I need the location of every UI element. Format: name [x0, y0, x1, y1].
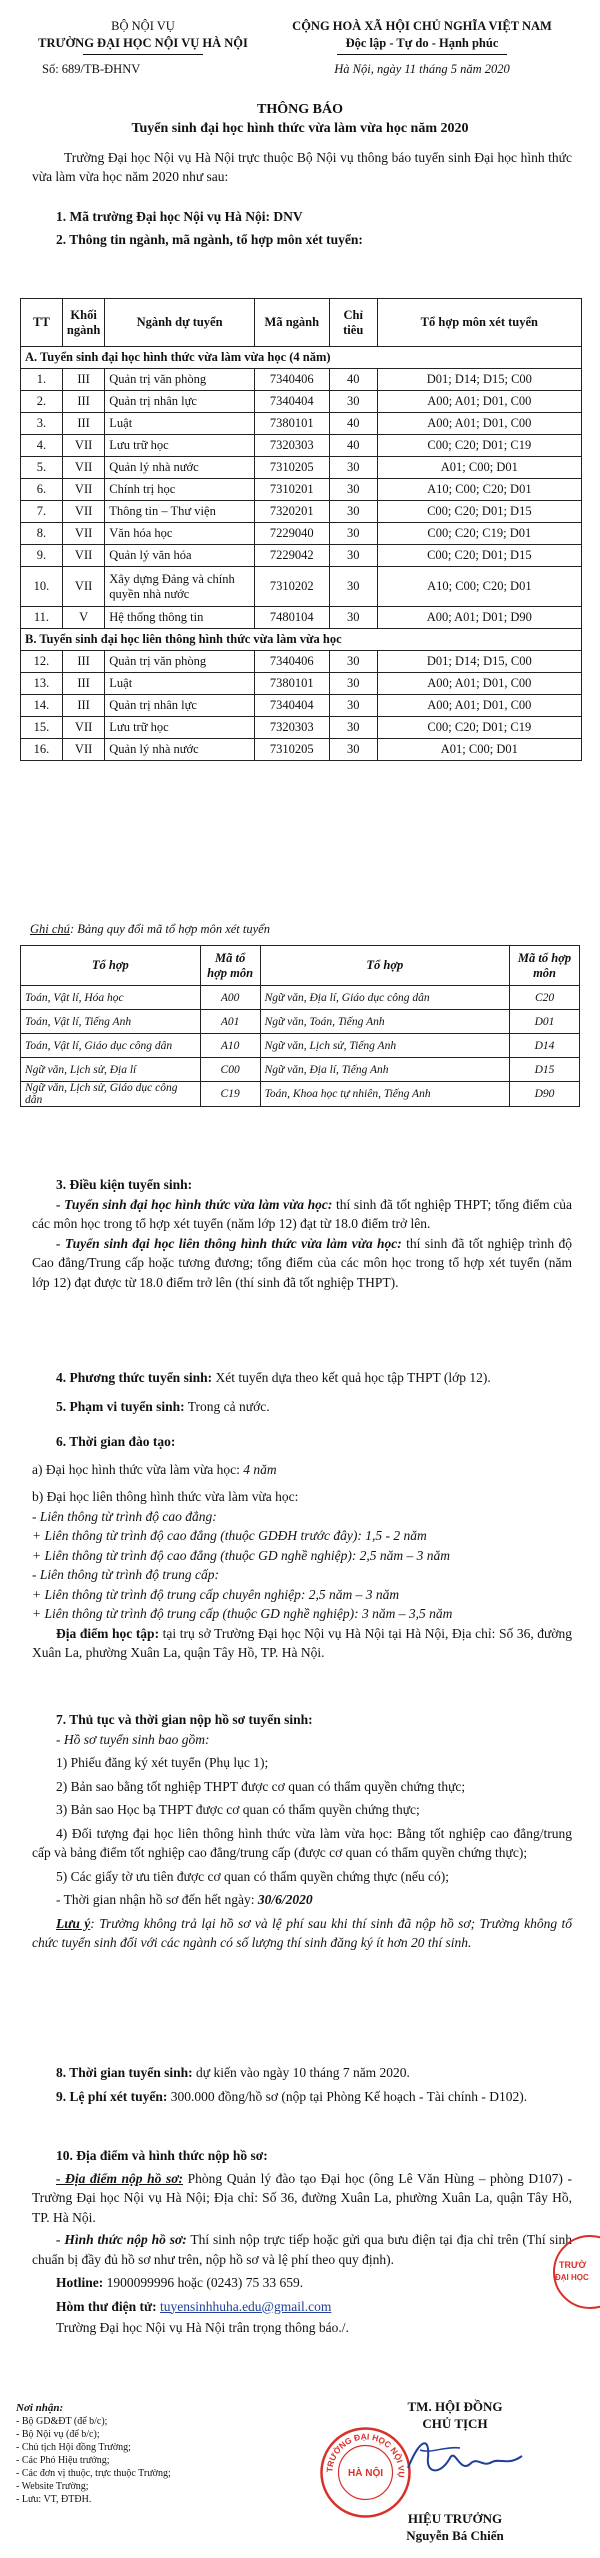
section-3-p1	[32, 1195, 572, 1234]
table-row	[21, 717, 582, 739]
table-cell: Thông tin – Thư viện	[105, 501, 255, 523]
s8-heading: 8. Thời gian tuyển sinh:	[56, 2065, 193, 2080]
section-3	[32, 1175, 572, 1292]
s10-p2	[32, 2230, 572, 2269]
recipients-heading: Nơi nhận:	[16, 2402, 64, 2414]
s10-p1	[32, 2169, 572, 2228]
table-cell: 11.	[21, 607, 63, 629]
conv-cell: Toán, Vật lí, Giáo dục công dân	[21, 1034, 201, 1058]
table-cell: 7320201	[254, 501, 329, 523]
table-cell: 7.	[21, 501, 63, 523]
partial-seal-text1: TRƯỜ	[559, 2260, 587, 2270]
table-row	[21, 523, 582, 545]
table-cell: Lưu trữ học	[105, 717, 255, 739]
handwritten-signature-icon	[400, 2428, 530, 2488]
table-cell: 30	[329, 391, 377, 413]
table-cell: III	[62, 369, 104, 391]
table-row	[21, 413, 582, 435]
table-row	[21, 391, 582, 413]
table-cell: VII	[62, 435, 104, 457]
table-row	[21, 479, 582, 501]
table-cell: 30	[329, 717, 377, 739]
s7-l1: 1) Phiếu đăng ký xét tuyển (Phụ lục 1);	[56, 1755, 269, 1770]
col-header: Mã ngành	[254, 299, 329, 347]
table-cell: 7310205	[254, 457, 329, 479]
hotline-label: Hotline:	[56, 2275, 104, 2290]
col-header: Chỉ tiêu	[329, 299, 377, 347]
table-cell: VII	[62, 739, 104, 761]
university-name: TRƯỜNG ĐẠI HỌC NỘI VỤ HÀ NỘI	[38, 36, 248, 50]
program-table	[20, 298, 582, 761]
recipients-block	[16, 2402, 171, 2506]
section-3-p2	[32, 1234, 572, 1293]
table-cell: 7340406	[254, 369, 329, 391]
table-cell: 1.	[21, 369, 63, 391]
table-cell: 4.	[21, 435, 63, 457]
col-header: Khối ngành	[62, 299, 104, 347]
section-1: 1. Mã trường Đại học Nội vụ Hà Nội: DNV	[56, 209, 303, 224]
table-cell: 10.	[21, 567, 63, 607]
s9-text: 300.000 đồng/hồ sơ (nộp tại Phòng Kế hoạch - Tài chính - D102).	[167, 2088, 528, 2104]
table-cell: 7340404	[254, 695, 329, 717]
conv-cell: A00	[200, 986, 260, 1010]
table-row	[21, 673, 582, 695]
table-cell: Luật	[105, 673, 255, 695]
table-cell: Quản trị văn phòng	[105, 651, 255, 673]
table-cell: D01; D14; D15; C00	[377, 369, 581, 391]
table-cell: 3.	[21, 413, 63, 435]
conv-row	[21, 986, 580, 1010]
doc-title	[0, 100, 600, 138]
s7-l5: 5) Các giấy tờ ưu tiên được cơ quan có thẩm quyền chứng thực (nếu có);	[56, 1868, 449, 1884]
s6-l3: + Liên thông từ trình độ cao đẳng (thuộc GD nghề nghiệp): 2,5 năm – 3 năm	[32, 1547, 451, 1563]
s10-p1-text: Phòng Quản lý đào tạo Đại học (ông Lê Văn Hùng – phòng D107) - Trường Đại học Nội vụ Hà Nội; Địa chỉ: Số 36, đường Xuân La, phường Xuân La, quận Tây Hồ, TP. Hà Nội.	[32, 2170, 572, 2225]
conv-cell: Ngữ văn, Toán, Tiếng Anh	[260, 1010, 509, 1034]
deadline-value: 30/6/2020	[257, 1892, 313, 1907]
s7-l4: 4) Đối tượng đại học liên thông hình thức vừa làm vừa học: Bằng tốt nghiệp cao đẳng/trung cấp và bảng điểm tốt nghiệp cao đẳng/trung cấp (được cơ quan có thẩm quyền chứng thực);	[32, 1825, 572, 1860]
table-cell: VII	[62, 457, 104, 479]
table-cell: C00; C20; C19; D01	[377, 523, 581, 545]
table-cell: 30	[329, 501, 377, 523]
s10-p2-text: Thí sinh nộp trực tiếp hoặc gửi qua bưu điện tại địa chỉ trên (Thí sinh chuẩn bị đầy đủ hồ sơ như trên, nộp hồ sơ và lệ phí theo quy định).	[32, 2232, 572, 2267]
s10-hotline	[32, 2273, 572, 2293]
table-cell: VII	[62, 717, 104, 739]
p1-text: thí sinh đã tốt nghiệp THPT; tổng điểm của các môn học trong tổ hợp xét tuyển (năm lớp 12) đạt từ 18.0 điểm trở lên.	[32, 1196, 572, 1231]
table-cell: III	[62, 413, 104, 435]
group-b-label: B. Tuyển sinh đại học liên thông hình thức vừa làm vừa học	[21, 629, 582, 651]
table-cell: 7229040	[254, 523, 329, 545]
recipient-item: - Chủ tịch Hội đồng Trường;	[16, 2442, 131, 2453]
conv-header-row	[21, 946, 580, 986]
table-cell: Văn hóa học	[105, 523, 255, 545]
conv-row	[21, 1010, 580, 1034]
table-cell: A00; A01; D01, C00	[377, 413, 581, 435]
doc-number: Số: 689/TB-ĐHNV	[42, 62, 141, 76]
table-cell: A00; A01; D01; D90	[377, 607, 581, 629]
table-cell: 30	[329, 523, 377, 545]
conv-cell: A10	[200, 1034, 260, 1058]
table-cell: 7380101	[254, 673, 329, 695]
table-cell: 30	[329, 607, 377, 629]
p2-text: thí sinh đã tốt nghiệp trình độ Cao đẳng/Trung cấp hoặc tương đương; tổng điểm của các môn học trong tổ hợp xét tuyển (năm lớp 12) đạt được từ 18.0 điểm trở lên (thí sinh đã tốt nghiệp THPT).	[32, 1235, 572, 1290]
table-cell: 12.	[21, 651, 63, 673]
conv-row	[21, 1058, 580, 1082]
table-cell: 40	[329, 369, 377, 391]
s10-heading: 10. Địa điểm và hình thức nộp hồ sơ:	[56, 2148, 268, 2163]
s10-p2-label: - Hình thức nộp hồ sơ:	[56, 2232, 187, 2247]
recipient-item: - Các đơn vị thuộc, trực thuộc Trường;	[16, 2468, 171, 2479]
conv-row	[21, 1034, 580, 1058]
conv-cell: Ngữ văn, Địa lí, Giáo dục công dân	[260, 986, 509, 1010]
table-cell: 30	[329, 673, 377, 695]
recipient-item: - Bộ GD&ĐT (để b/c);	[16, 2416, 108, 2427]
table-cell: 7340404	[254, 391, 329, 413]
table-cell: A00; A01; D01, C00	[377, 391, 581, 413]
s9-heading: 9. Lệ phí xét tuyển:	[56, 2088, 168, 2104]
conv-cell: D15	[510, 1058, 580, 1082]
s4-heading: 4. Phương thức tuyển sinh:	[56, 1370, 213, 1385]
note-label: Ghi chú	[30, 922, 70, 936]
section-7	[32, 1710, 572, 1953]
warn-text: : Trường không trả lại hồ sơ và lệ phí sau khi thí sinh đã nộp hồ sơ; Trường không tổ chức tuyển sinh đối với các ngành có số lượng thí sinh đăng ký ít hơn 20 thí sinh.	[32, 1915, 572, 1950]
s6-b: b) Đại học liên thông hình thức vừa làm vừa học:	[32, 1489, 299, 1504]
table-cell: 7310205	[254, 739, 329, 761]
conv-cell: D14	[510, 1034, 580, 1058]
group-row	[21, 629, 582, 651]
hotline-text: 1900099996 hoặc (0243) 75 33 659.	[103, 2275, 304, 2290]
title-line1: THÔNG BÁO	[257, 102, 343, 117]
table-cell: A00; A01; D01, C00	[377, 673, 581, 695]
conv-cell: Ngữ văn, Lịch sử, Giáo dục công dân	[21, 1082, 201, 1107]
s7-deadline	[32, 1890, 572, 1910]
national-header	[262, 18, 582, 78]
s6-a-value: 4 năm	[243, 1461, 277, 1477]
table-cell: 8.	[21, 523, 63, 545]
combo-conversion-table	[20, 945, 580, 1107]
issue-date: Hà Nội, ngày 11 tháng 5 năm 2020	[334, 62, 510, 76]
table-cell: 6.	[21, 479, 63, 501]
signer-title: HIỆU TRƯỞNG	[407, 2511, 503, 2526]
table-cell: 13.	[21, 673, 63, 695]
table-cell: III	[62, 673, 104, 695]
section-8-9	[32, 2063, 572, 2106]
table-cell: VII	[62, 479, 104, 501]
section-4	[32, 1368, 572, 1388]
s7-l2: 2) Bản sao bằng tốt nghiệp THPT được cơ quan có thẩm quyền chứng thực;	[56, 1778, 466, 1794]
table-cell: V	[62, 607, 104, 629]
table-cell: VII	[62, 501, 104, 523]
s6-a-label: a) Đại học hình thức vừa làm vừa học:	[32, 1461, 244, 1477]
sign-line1: TM. HỘI ĐỒNG	[407, 2399, 503, 2414]
col-header: Ngành dự tuyển	[105, 299, 255, 347]
table-cell: Xây dựng Đảng và chính quyền nhà nước	[105, 567, 255, 607]
conv-cell: Ngữ văn, Lịch sử, Tiếng Anh	[260, 1034, 509, 1058]
s6-l4: - Liên thông từ trình độ trung cấp:	[32, 1567, 219, 1582]
table-cell: D01; D14; D15, C00	[377, 651, 581, 673]
table-cell: VII	[62, 545, 104, 567]
table-cell: Quản trị nhân lực	[105, 695, 255, 717]
table-row	[21, 457, 582, 479]
section-6	[32, 1432, 572, 1663]
s6-l2: + Liên thông từ trình độ cao đẳng (thuộc GDĐH trước đây): 1,5 - 2 năm	[32, 1528, 427, 1543]
s6-place	[32, 1624, 572, 1663]
email-label: Hòm thư điện tử:	[56, 2298, 157, 2314]
table-cell: III	[62, 391, 104, 413]
s7-l0: - Hồ sơ tuyển sinh bao gồm:	[56, 1731, 210, 1747]
partial-seal-text2: ĐẠI HỌC	[555, 2273, 589, 2282]
table-cell: III	[62, 651, 104, 673]
motto: Độc lập - Tự do - Hạnh phúc	[345, 36, 499, 50]
table-cell: VII	[62, 523, 104, 545]
table-cell: 30	[329, 479, 377, 501]
table-cell: 7480104	[254, 607, 329, 629]
table-cell: 30	[329, 545, 377, 567]
section-3-heading: 3. Điều kiện tuyển sinh:	[56, 1177, 193, 1192]
table-cell: III	[62, 695, 104, 717]
s4-text: Xét tuyển dựa theo kết quả học tập THPT (lớp 12).	[212, 1370, 491, 1385]
s7-heading: 7. Thủ tục và thời gian nộp hồ sơ tuyển sinh:	[56, 1712, 313, 1727]
conv-col-header: Tổ hợp	[21, 946, 201, 986]
place-label: Địa điểm học tập:	[56, 1625, 160, 1641]
section-4-5	[32, 1368, 572, 1416]
s7-l3: 3) Bản sao Học bạ THPT được cơ quan có thẩm quyền chứng thực;	[56, 1802, 420, 1817]
table-row	[21, 695, 582, 717]
table-row	[21, 567, 582, 607]
title-line2: Tuyển sinh đại học hình thức vừa làm vừa học năm 2020	[131, 121, 469, 136]
table-cell: Chính trị học	[105, 479, 255, 501]
table-cell: 7310201	[254, 479, 329, 501]
table-cell: Quản lý nhà nước	[105, 457, 255, 479]
divider	[337, 54, 507, 55]
seal-ring-text: TRƯỜNG ĐẠI HỌC NỘI VỤ	[324, 2431, 407, 2478]
table-cell: 5.	[21, 457, 63, 479]
table-cell: 15.	[21, 717, 63, 739]
group-row	[21, 347, 582, 369]
section-2: 2. Thông tin ngành, mã ngành, tổ hợp môn xét tuyển:	[56, 232, 363, 247]
recipient-item: - Lưu: VT, ĐTĐH.	[16, 2494, 92, 2505]
section-8	[32, 2063, 572, 2083]
divider	[83, 54, 203, 55]
recipient-item: - Website Trường;	[16, 2481, 89, 2492]
deadline-label: - Thời gian nhận hồ sơ đến hết ngày:	[56, 1892, 258, 1907]
conv-cell: Toán, Khoa học tự nhiên, Tiếng Anh	[260, 1082, 509, 1107]
table-cell: C00; C20; D01; C19	[377, 435, 581, 457]
conv-cell: A01	[200, 1010, 260, 1034]
conv-row	[21, 1082, 580, 1107]
sign-line2: CHỦ TỊCH	[422, 2416, 488, 2431]
conv-cell: C20	[510, 986, 580, 1010]
table-cell: Quản trị văn phòng	[105, 369, 255, 391]
recipient-item: - Bộ Nội vụ (để b/c);	[16, 2429, 100, 2440]
conv-col-header: Mã tổ hợp môn	[510, 946, 580, 986]
table-cell: 16.	[21, 739, 63, 761]
p1-label: - Tuyển sinh đại học hình thức vừa làm vừa học:	[56, 1196, 333, 1212]
intro-paragraph: Trường Đại học Nội vụ Hà Nội trực thuộc Bộ Nội vụ thông báo tuyển sinh Đại học hình thức vừa làm vừa học năm 2020 như sau:	[32, 150, 572, 184]
table-cell: 40	[329, 413, 377, 435]
email-link[interactable]: tuyensinhhuha.edu@gmail.com	[159, 2298, 332, 2314]
s8-text: dự kiến vào ngày 10 tháng 7 năm 2020.	[192, 2065, 410, 2080]
conv-cell: Toán, Vật lí, Tiếng Anh	[21, 1010, 201, 1034]
signer-name: Nguyễn Bá Chiến	[406, 2528, 504, 2543]
table-row	[21, 739, 582, 761]
table-row	[21, 651, 582, 673]
table-cell: 7320303	[254, 717, 329, 739]
table-cell: 30	[329, 695, 377, 717]
table-cell: 7229042	[254, 545, 329, 567]
s6-heading: 6. Thời gian đào tạo:	[56, 1434, 176, 1449]
conv-cell: D01	[510, 1010, 580, 1034]
table-row	[21, 545, 582, 567]
table-cell: C00; C20; D01; D15	[377, 501, 581, 523]
col-header: TT	[21, 299, 63, 347]
table-row	[21, 435, 582, 457]
s6-l1: - Liên thông từ trình độ cao đẳng:	[32, 1508, 217, 1524]
recipient-item: - Các Phó Hiệu trưởng;	[16, 2455, 110, 2466]
ministry-name: BỘ NỘI VỤ	[111, 19, 175, 33]
closing-line: Trường Đại học Nội vụ Hà Nội trân trọng thông báo./.	[56, 2320, 349, 2335]
table-cell: A10; C00; C20; D01	[377, 479, 581, 501]
official-seal-icon	[318, 2425, 413, 2520]
table-cell: Quản lý nhà nước	[105, 739, 255, 761]
table-cell: 30	[329, 739, 377, 761]
table-cell: 7380101	[254, 413, 329, 435]
group-a-label: A. Tuyển sinh đại học hình thức vừa làm vừa học (4 năm)	[21, 347, 582, 369]
conv-col-header: Mã tổ hợp môn	[200, 946, 260, 986]
s6-l6: + Liên thông từ trình độ trung cấp (thuộc GD nghề nghiệp): 3 năm – 3,5 năm	[32, 1606, 453, 1621]
country-name: CỘNG HOÀ XÃ HỘI CHỦ NGHĨA VIỆT NAM	[292, 19, 552, 33]
table-cell: 7310202	[254, 567, 329, 607]
s10-p1-label: - Địa điểm nộp hồ sơ:	[56, 2170, 184, 2186]
s6-a	[32, 1460, 572, 1480]
table-cell: Quản trị nhân lực	[105, 391, 255, 413]
table-cell: A10; C00; C20; D01	[377, 567, 581, 607]
conv-cell: C00	[200, 1058, 260, 1082]
conv-cell: D90	[510, 1082, 580, 1107]
partial-seal-icon	[545, 2232, 600, 2312]
table-cell: 9.	[21, 545, 63, 567]
table-cell: 7340406	[254, 651, 329, 673]
table-cell: Hệ thống thông tin	[105, 607, 255, 629]
conv-cell: Ngữ văn, Lịch sử, Địa lí	[21, 1058, 201, 1082]
table-row	[21, 607, 582, 629]
s5-text: Trong cả nước.	[184, 1398, 270, 1414]
table-cell: 2.	[21, 391, 63, 413]
s7-warning	[32, 1914, 572, 1953]
s10-email	[32, 2297, 572, 2317]
section-5	[32, 1397, 572, 1417]
conv-cell: C19	[200, 1082, 260, 1107]
conv-cell: Toán, Vật lí, Hóa học	[21, 986, 201, 1010]
conv-col-header: Tổ hợp	[260, 946, 509, 986]
table-cell: A01; C00; D01	[377, 457, 581, 479]
table-cell: Quản lý văn hóa	[105, 545, 255, 567]
table-cell: 40	[329, 435, 377, 457]
table-cell: 30	[329, 567, 377, 607]
section-10	[32, 2146, 572, 2338]
p2-label: - Tuyển sinh đại học liên thông hình thức vừa làm vừa học:	[56, 1235, 402, 1251]
note-text: : Bảng quy đổi mã tổ hợp môn xét tuyển	[69, 922, 270, 936]
table-cell: 7320303	[254, 435, 329, 457]
s6-l5: + Liên thông từ trình độ trung cấp chuyên nghiệp: 2,5 năm – 3 năm	[32, 1586, 400, 1602]
table-header-row	[21, 299, 582, 347]
table-cell: 30	[329, 651, 377, 673]
table-cell: A01; C00; D01	[377, 739, 581, 761]
table-row	[21, 369, 582, 391]
conv-cell: Ngữ văn, Địa lí, Tiếng Anh	[260, 1058, 509, 1082]
table-note	[30, 922, 270, 937]
section-9	[32, 2087, 572, 2107]
table-cell: Luật	[105, 413, 255, 435]
table-cell: 14.	[21, 695, 63, 717]
issuing-org-block	[28, 18, 258, 78]
seal-center-text: HÀ NỘI	[348, 2468, 383, 2479]
table-cell: 30	[329, 457, 377, 479]
table-cell: VII	[62, 567, 104, 607]
s5-heading: 5. Phạm vi tuyển sinh:	[56, 1398, 185, 1414]
table-cell: Lưu trữ học	[105, 435, 255, 457]
place-text: tại trụ sở Trường Đại học Nội vụ Hà Nội tại Hà Nội, Địa chỉ: Số 36, đường Xuân La, phường Xuân La, quận Tây Hồ, TP. Hà Nội.	[32, 1625, 573, 1660]
col-header: Tổ hợp môn xét tuyển	[377, 299, 581, 347]
table-cell: C00; C20; D01; D15	[377, 545, 581, 567]
table-row	[21, 501, 582, 523]
table-cell: C00; C20; D01; C19	[377, 717, 581, 739]
warn-label: Lưu ý	[56, 1915, 91, 1931]
table-cell: A00; A01; D01, C00	[377, 695, 581, 717]
